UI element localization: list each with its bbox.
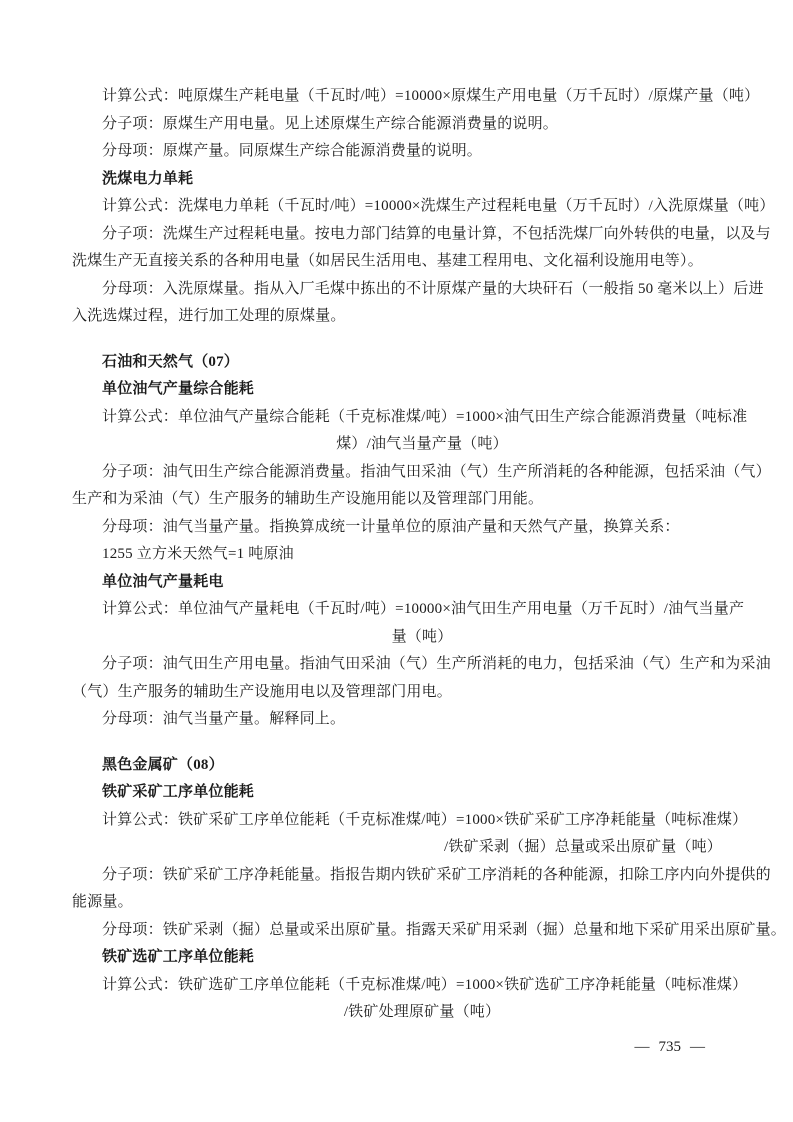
paragraph-line: 洗煤生产无直接关系的各种用电量（如居民生活用电、基建工程用电、文化福利设施用电等）。 bbox=[72, 253, 703, 269]
paragraph-line: 计算公式：单位油气产量耗电（千瓦时/吨）=10000×油气田生产用电量（万千瓦时）/油气当量产 bbox=[102, 601, 745, 617]
paragraph-line: 计算公式：洗煤电力单耗（千瓦时/吨）=10000×洗煤生产过程耗电量（万千瓦时）/入洗原煤量（吨） bbox=[102, 198, 775, 214]
indicator-heading: 单位油气产量耗电 bbox=[102, 573, 224, 590]
formula-continuation-line: 量（吨） bbox=[391, 628, 453, 645]
paragraph-line: 计算公式：铁矿选矿工序单位能耗（千克标准煤/吨）=1000×铁矿选矿工序净耗能量（吨标准煤） bbox=[102, 976, 748, 993]
section-heading: 黑色金属矿（08） bbox=[102, 756, 224, 773]
paragraph-line: 分子项：铁矿采矿工序净耗能量。指报告期内铁矿采矿工序消耗的各种能源，扣除工序内向外提供的 bbox=[102, 866, 771, 883]
paragraph-line: 分母项：原煤产量。同原煤生产综合能源消费量的说明。 bbox=[102, 143, 483, 159]
paragraph-line: 生产和为采油（气）生产服务的辅助生产设施用能以及管理部门用能。 bbox=[72, 491, 544, 507]
paragraph-line: 分子项：油气田生产用电量。指油气田采油（气）生产所消耗的电力，包括采油（气）生产和为采油 bbox=[102, 656, 771, 672]
page-footer bbox=[635, 1035, 706, 1059]
paragraph-line: （气）生产服务的辅助生产设施用电以及管理部门用电。 bbox=[72, 683, 453, 700]
paragraph-line: 能源量。 bbox=[72, 894, 133, 910]
page-number: 735 bbox=[658, 1039, 681, 1055]
paragraph-line: 分母项：油气当量产量。解释同上。 bbox=[102, 711, 346, 727]
paragraph-line: 分母项：入洗原煤量。指从入厂毛煤中拣出的不计原煤产量的大块矸石（一般指 50 毫米以上）后进 bbox=[102, 280, 764, 297]
document-content bbox=[72, 83, 787, 1027]
paragraph-line: 分子项：原煤生产用电量。见上述原煤生产综合能源消费量的说明。 bbox=[102, 115, 559, 132]
paragraph-line: 1255 立方米天然气=1 吨原油 bbox=[102, 546, 294, 562]
formula-continuation-line: /铁矿处理原矿量（吨） bbox=[343, 1004, 501, 1020]
paragraph-line: 计算公式：单位油气产量综合能耗（千克标准煤/吨）=1000×油气田生产综合能源消费量（吨标准 bbox=[102, 408, 748, 425]
formula-continuation-line: 煤）/油气当量产量（吨） bbox=[336, 436, 508, 452]
footer-right-dash: — bbox=[690, 1039, 705, 1055]
formula-continuation-line: /铁矿采剥（掘）总量或采出原矿量（吨） bbox=[444, 839, 722, 855]
indicator-heading: 铁矿采矿工序单位能耗 bbox=[102, 784, 255, 800]
footer-left-dash: — bbox=[634, 1039, 650, 1055]
paragraph-line: 分母项：铁矿采剥（掘）总量或采出原矿量。指露天采矿用采剥（掘）总量和地下采矿用采出原矿量。 bbox=[102, 921, 787, 938]
section-heading: 石油和天然气（07） bbox=[102, 353, 240, 370]
paragraph-line: 分子项：洗煤生产过程耗电量。按电力部门结算的电量计算，不包括洗煤厂向外转供的电量，以及与 bbox=[102, 225, 771, 242]
paragraph-line: 分子项：油气田生产综合能源消费量。指油气田采油（气）生产所消耗的各种能源，包括采油（气） bbox=[102, 463, 771, 480]
paragraph-line: 计算公式：铁矿采矿工序单位能耗（千克标准煤/吨）=1000×铁矿采矿工序净耗能量（吨标准煤） bbox=[102, 811, 748, 828]
paragraph-line: 入洗选煤过程，进行加工处理的原煤量。 bbox=[72, 308, 346, 324]
paragraph-line: 分母项：油气当量产量。指换算成统一计量单位的原油产量和天然气产量，换算关系： bbox=[102, 518, 680, 535]
paragraph-line: 计算公式：吨原煤生产耗电量（千瓦时/吨）=10000×原煤生产用电量（万千瓦时）/原煤产量（吨） bbox=[102, 88, 760, 104]
indicator-heading: 单位油气产量综合能耗 bbox=[102, 381, 255, 397]
indicator-heading: 铁矿选矿工序单位能耗 bbox=[102, 949, 255, 965]
indicator-heading: 洗煤电力单耗 bbox=[102, 170, 194, 187]
